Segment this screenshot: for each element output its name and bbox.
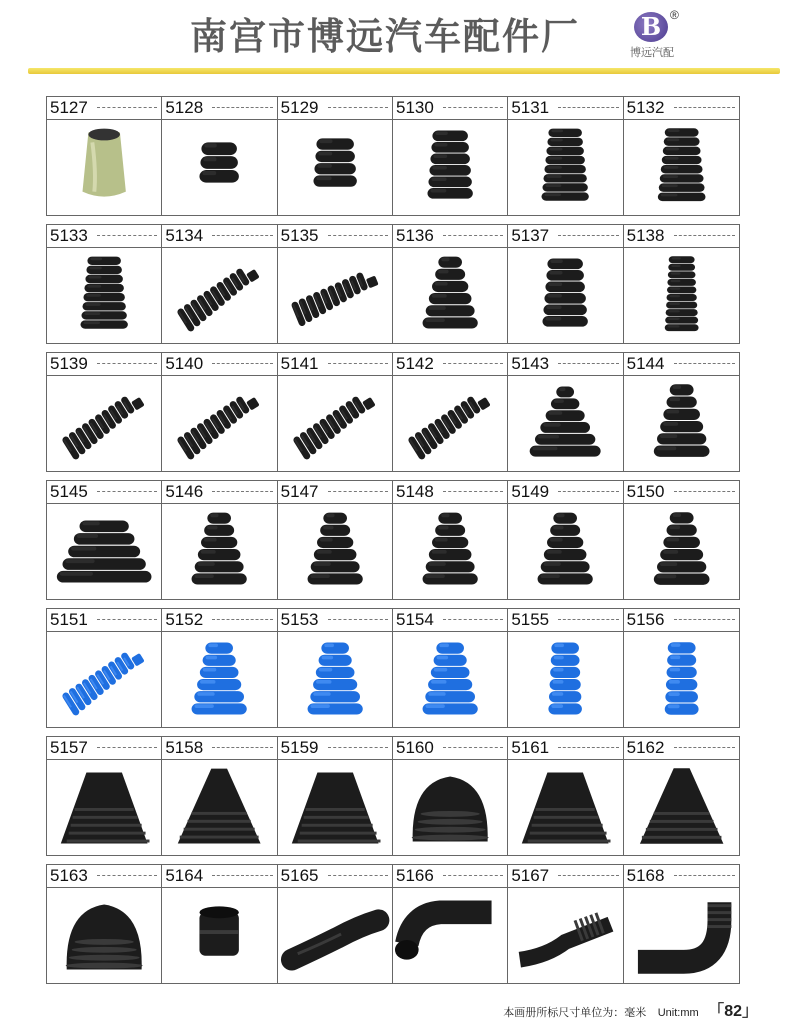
product-cell	[393, 353, 508, 471]
product-photo	[162, 761, 276, 855]
code-dash-line	[328, 747, 388, 748]
code-dash-line	[558, 235, 618, 236]
product-cell	[393, 225, 508, 343]
product-code: 5145	[50, 482, 88, 501]
code-dash-line	[443, 747, 503, 748]
product-photo	[508, 761, 622, 855]
logo-brand-name: 博远汽配	[630, 46, 674, 59]
product-code: 5128	[165, 98, 204, 117]
registered-mark: ®	[670, 8, 679, 22]
code-dash-line	[212, 107, 272, 108]
cell-divider	[393, 375, 507, 376]
product-cell	[624, 865, 739, 983]
cell-divider	[393, 631, 507, 632]
code-dash-line	[443, 107, 503, 108]
catalog-row	[46, 352, 740, 472]
cell-divider	[278, 503, 392, 504]
code-dash-line	[212, 875, 272, 876]
product-photo	[508, 249, 622, 343]
product-code: 5161	[511, 738, 550, 757]
product-photo	[393, 889, 507, 983]
brand-logo	[630, 8, 720, 60]
product-cell	[47, 353, 162, 471]
product-photo	[278, 505, 392, 599]
code-dash-line	[328, 107, 388, 108]
code-dash-line	[674, 875, 735, 876]
product-code: 5166	[395, 866, 434, 885]
product-photo	[278, 889, 392, 983]
cell-divider	[624, 247, 739, 248]
product-code: 5141	[280, 354, 319, 373]
product-cell	[624, 225, 739, 343]
product-photo	[47, 121, 161, 215]
code-dash-line	[212, 491, 272, 492]
product-photo	[508, 889, 622, 983]
code-dash-line	[558, 107, 618, 108]
product-code: 5148	[395, 482, 434, 501]
product-cell	[508, 97, 623, 215]
product-photo	[47, 633, 161, 727]
product-code: 5160	[395, 738, 434, 757]
product-photo	[393, 249, 507, 343]
cell-divider	[508, 631, 622, 632]
cell-divider	[47, 759, 161, 760]
company-title: 南宫市博远汽车配件厂	[190, 15, 580, 58]
code-dash-line	[558, 363, 618, 364]
cell-divider	[47, 375, 161, 376]
cell-divider	[162, 247, 276, 248]
code-dash-line	[558, 875, 618, 876]
product-photo	[47, 889, 161, 983]
cell-divider	[278, 887, 392, 888]
code-dash-line	[97, 747, 157, 748]
product-code: 5158	[165, 738, 204, 757]
product-code: 5130	[395, 98, 434, 117]
code-dash-line	[97, 363, 157, 364]
product-cell	[393, 609, 508, 727]
code-dash-line	[443, 491, 503, 492]
product-cell	[624, 737, 739, 855]
code-dash-line	[443, 875, 503, 876]
product-code: 5143	[511, 354, 550, 373]
catalog-row	[46, 608, 740, 728]
page-number-value: 82	[724, 1003, 742, 1020]
product-code: 5127	[50, 98, 88, 117]
product-cell	[162, 225, 277, 343]
cell-divider	[278, 119, 392, 120]
product-cell	[47, 481, 162, 599]
product-photo	[393, 121, 507, 215]
product-code: 5162	[626, 738, 665, 757]
cell-divider	[393, 503, 507, 504]
product-code: 5152	[165, 610, 204, 629]
page-header	[0, 0, 798, 78]
code-dash-line	[443, 619, 503, 620]
product-photo	[47, 505, 161, 599]
cell-divider	[393, 119, 507, 120]
catalog-row	[46, 736, 740, 856]
cell-divider	[624, 119, 739, 120]
cell-divider	[624, 759, 739, 760]
product-photo	[624, 121, 739, 215]
product-cell	[624, 353, 739, 471]
product-code: 5139	[50, 354, 88, 373]
product-cell	[508, 353, 623, 471]
product-code: 5134	[165, 226, 204, 245]
product-code: 5146	[165, 482, 204, 501]
product-photo	[47, 377, 161, 471]
unit-label: Unit:mm	[657, 1007, 699, 1019]
code-dash-line	[212, 619, 272, 620]
product-cell	[508, 225, 623, 343]
cell-divider	[278, 759, 392, 760]
product-code: 5165	[280, 866, 319, 885]
product-cell	[47, 737, 162, 855]
product-code: 5167	[511, 866, 550, 885]
product-photo	[624, 505, 739, 599]
product-cell	[278, 353, 393, 471]
cell-divider	[508, 759, 622, 760]
product-cell	[393, 865, 508, 983]
cell-divider	[393, 759, 507, 760]
product-photo	[162, 121, 276, 215]
product-code: 5155	[511, 610, 550, 629]
cell-divider	[162, 503, 276, 504]
code-dash-line	[674, 363, 735, 364]
product-code: 5153	[280, 610, 319, 629]
product-photo	[162, 249, 276, 343]
code-dash-line	[443, 363, 503, 364]
product-code: 5159	[280, 738, 319, 757]
product-code: 5147	[280, 482, 319, 501]
product-cell	[162, 609, 277, 727]
product-cell	[162, 353, 277, 471]
product-photo	[162, 633, 276, 727]
product-cell	[162, 865, 277, 983]
cell-divider	[508, 887, 622, 888]
product-cell	[278, 737, 393, 855]
product-cell	[508, 481, 623, 599]
product-photo	[393, 633, 507, 727]
product-photo	[624, 889, 739, 983]
product-code: 5136	[395, 226, 434, 245]
product-cell	[47, 225, 162, 343]
product-code: 5129	[280, 98, 319, 117]
product-cell	[508, 609, 623, 727]
product-photo	[393, 377, 507, 471]
product-photo	[278, 249, 392, 343]
product-photo	[162, 505, 276, 599]
code-dash-line	[558, 491, 618, 492]
cell-divider	[278, 631, 392, 632]
product-photo	[624, 377, 739, 471]
product-cell	[278, 865, 393, 983]
product-cell	[624, 481, 739, 599]
product-photo	[47, 761, 161, 855]
code-dash-line	[97, 107, 157, 108]
product-code: 5156	[626, 610, 665, 629]
cell-divider	[162, 887, 276, 888]
product-code: 5131	[511, 98, 550, 117]
unit-note: 本画册所标尺寸单位为：毫米	[503, 1006, 647, 1019]
product-cell	[508, 737, 623, 855]
product-code: 5150	[626, 482, 665, 501]
cell-divider	[47, 119, 161, 120]
product-code: 5168	[626, 866, 665, 885]
product-photo	[624, 761, 739, 855]
page-footer	[503, 998, 758, 1021]
code-dash-line	[328, 875, 388, 876]
product-code: 5138	[626, 226, 665, 245]
product-photo	[508, 121, 622, 215]
code-dash-line	[674, 491, 735, 492]
product-photo	[162, 377, 276, 471]
cell-divider	[624, 887, 739, 888]
code-dash-line	[558, 747, 618, 748]
product-code: 5151	[50, 610, 88, 629]
code-dash-line	[328, 235, 388, 236]
header-divider	[28, 68, 780, 74]
product-photo	[47, 249, 161, 343]
page-number: 「82」	[708, 1003, 758, 1020]
cell-divider	[624, 503, 739, 504]
product-photo	[508, 505, 622, 599]
code-dash-line	[97, 491, 157, 492]
product-cell	[393, 481, 508, 599]
product-code: 5163	[50, 866, 88, 885]
product-code: 5154	[395, 610, 434, 629]
cell-divider	[393, 247, 507, 248]
product-cell	[624, 97, 739, 215]
product-code: 5133	[50, 226, 88, 245]
code-dash-line	[212, 235, 272, 236]
product-cell	[624, 609, 739, 727]
cell-divider	[278, 247, 392, 248]
product-cell	[162, 481, 277, 599]
cell-divider	[508, 247, 622, 248]
product-photo	[278, 761, 392, 855]
product-cell	[393, 737, 508, 855]
code-dash-line	[443, 235, 503, 236]
cell-divider	[162, 375, 276, 376]
product-cell	[278, 609, 393, 727]
product-photo	[278, 121, 392, 215]
product-photo	[162, 889, 276, 983]
code-dash-line	[328, 619, 388, 620]
code-dash-line	[97, 619, 157, 620]
cell-divider	[162, 631, 276, 632]
product-code: 5132	[626, 98, 665, 117]
cell-divider	[624, 375, 739, 376]
product-code: 5144	[626, 354, 665, 373]
product-code: 5149	[511, 482, 550, 501]
cell-divider	[624, 631, 739, 632]
product-photo	[393, 761, 507, 855]
product-code: 5142	[395, 354, 434, 373]
product-cell	[278, 225, 393, 343]
product-photo	[278, 377, 392, 471]
code-dash-line	[97, 235, 157, 236]
cell-divider	[47, 631, 161, 632]
product-cell	[508, 865, 623, 983]
cell-divider	[47, 887, 161, 888]
code-dash-line	[674, 107, 735, 108]
product-cell	[393, 97, 508, 215]
cell-divider	[508, 119, 622, 120]
cell-divider	[162, 759, 276, 760]
product-cell	[278, 97, 393, 215]
product-code: 5140	[165, 354, 204, 373]
code-dash-line	[212, 747, 272, 748]
product-photo	[508, 377, 622, 471]
catalog-row	[46, 864, 740, 984]
cell-divider	[47, 503, 161, 504]
code-dash-line	[558, 619, 618, 620]
catalog-row	[46, 224, 740, 344]
code-dash-line	[674, 619, 735, 620]
product-photo	[508, 633, 622, 727]
product-photo	[624, 249, 739, 343]
cell-divider	[47, 247, 161, 248]
cell-divider	[278, 375, 392, 376]
logo-icon: B	[634, 12, 668, 42]
code-dash-line	[328, 491, 388, 492]
product-photo	[278, 633, 392, 727]
catalog-row	[46, 480, 740, 600]
product-cell	[278, 481, 393, 599]
cell-divider	[162, 119, 276, 120]
code-dash-line	[674, 747, 735, 748]
product-cell	[47, 609, 162, 727]
product-code: 5164	[165, 866, 204, 885]
product-code: 5157	[50, 738, 88, 757]
product-code: 5137	[511, 226, 550, 245]
product-cell	[47, 865, 162, 983]
catalog-row	[46, 96, 740, 216]
product-cell	[162, 737, 277, 855]
code-dash-line	[97, 875, 157, 876]
cell-divider	[393, 887, 507, 888]
product-cell	[162, 97, 277, 215]
product-cell	[47, 97, 162, 215]
cell-divider	[508, 375, 622, 376]
code-dash-line	[212, 363, 272, 364]
product-photo	[624, 633, 739, 727]
code-dash-line	[328, 363, 388, 364]
cell-divider	[508, 503, 622, 504]
code-dash-line	[674, 235, 735, 236]
product-code: 5135	[280, 226, 319, 245]
product-photo	[393, 505, 507, 599]
